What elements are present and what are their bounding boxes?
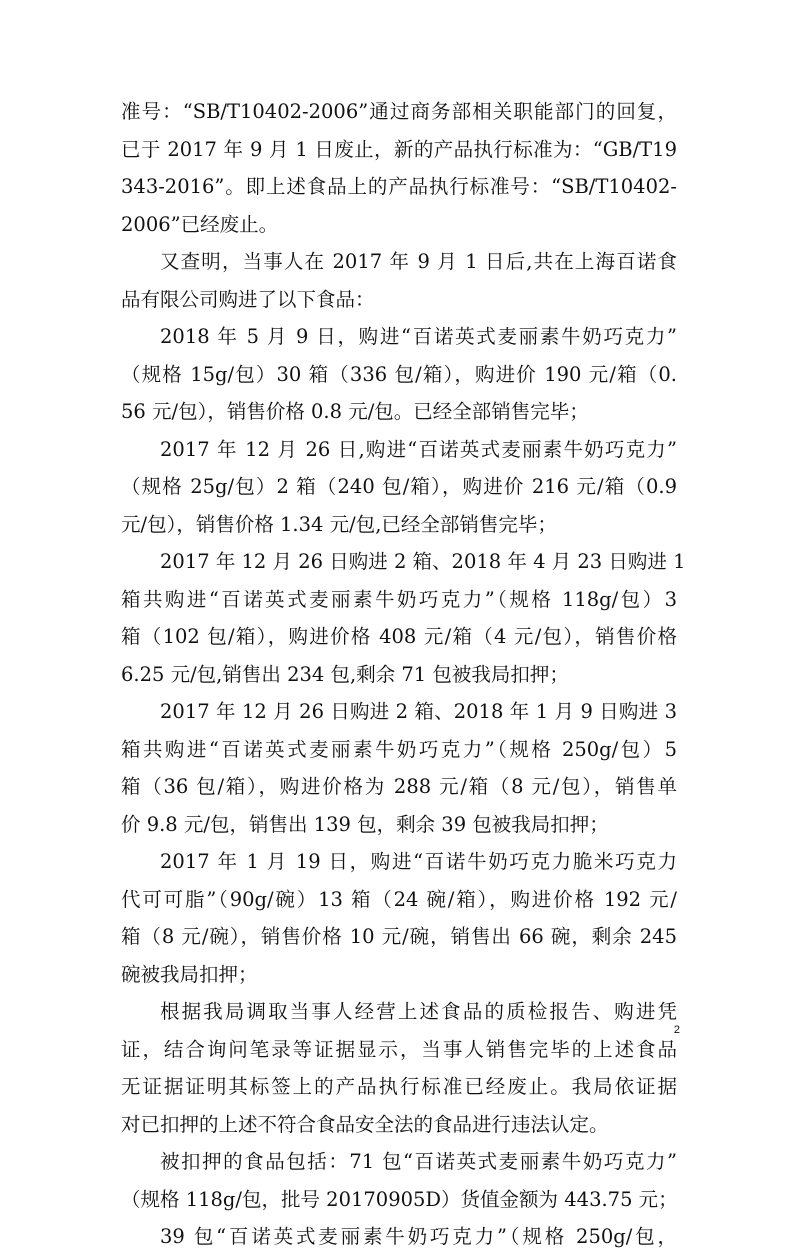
- text-line: 2017 年 12 月 26 日购进 2 箱、2018 年 4 月 23 日购进 1: [160, 550, 686, 573]
- text-line: 碗被我局扣押；: [121, 962, 258, 986]
- text-line: 对已扣押的上述不符合食品安全法的食品进行违法认定。: [121, 1112, 609, 1136]
- text-line: 又查明，当事人在 2017 年 9 月 1 日后,共在上海百诺食: [160, 250, 677, 273]
- text-line: 56 元/包），销售价格 0.8 元/包。已经全部销售完毕；: [121, 400, 589, 423]
- text-line: 无证据证明其标签上的产品执行标准已经废止。我局依证据: [121, 1075, 677, 1098]
- text-line: 6.25 元/包,销售出 234 包,剩余 71 包被我局扣押；: [121, 662, 569, 686]
- text-line: 2017 年 12 月 26 日,购进“百诺英式麦丽素牛奶巧克力”: [160, 437, 677, 461]
- page-number: 2: [673, 1024, 680, 1036]
- text-line: 准号：“SB/T10402-2006”通过商务部相关职能部门的回复，: [121, 100, 677, 123]
- text-line: 343-2016”。即上述食品上的产品执行标准号：“SB/T10402-: [121, 175, 677, 198]
- text-line: 2017 年 1 月 19 日，购进“百诺牛奶巧克力脆米巧克力: [160, 850, 677, 873]
- text-line: 箱（102 包/箱），购进价格 408 元/箱（4 元/包），销售价格: [121, 625, 677, 648]
- text-line: 箱（36 包/箱），购进价格为 288 元/箱（8 元/包），销售单: [121, 775, 677, 798]
- text-line: 根据我局调取当事人经营上述食品的质检报告、购进凭: [160, 1000, 677, 1023]
- text-line: 箱共购进“百诺英式麦丽素牛奶巧克力”（规格 250g/包）5: [121, 737, 677, 761]
- text-line: 价 9.8 元/包，销售出 139 包，剩余 39 包被我局扣押；: [121, 812, 609, 836]
- text-line: 元/包），销售价格 1.34 元/包,已经全部销售完毕；: [121, 512, 557, 536]
- text-line: 39 包“百诺英式麦丽素牛奶巧克力”（规格 250g/包，: [160, 1225, 677, 1248]
- text-line: 箱共购进“百诺英式麦丽素牛奶巧克力”（规格 118g/包）3: [121, 587, 677, 611]
- text-line: 证，结合询问笔录等证据显示，当事人销售完毕的上述食品: [121, 1037, 677, 1061]
- text-line: （规格 25g/包）2 箱（240 包/箱），购进价 216 元/箱（0.9: [121, 475, 677, 498]
- text-line: 2006”已经废止。: [121, 212, 279, 236]
- text-line: 2018 年 5 月 9 日，购进“百诺英式麦丽素牛奶巧克力”: [160, 325, 677, 348]
- text-line: 2017 年 12 月 26 日购进 2 箱、2018 年 1 月 9 日购进 3: [160, 700, 677, 723]
- text-line: 品有限公司购进了以下食品：: [121, 287, 375, 311]
- text-line: （规格 15g/包）30 箱（336 包/箱），购进价 190 元/箱（0.: [121, 362, 677, 386]
- text-line: 箱（8 元/碗），销售价格 10 元/碗，销售出 66 碗，剩余 245: [121, 925, 677, 948]
- body-text: [121, 93, 686, 1256]
- text-line: 被扣押的食品包括：71 包“百诺英式麦丽素牛奶巧克力”: [160, 1150, 677, 1173]
- text-line: 已于 2017 年 9 月 1 日废止，新的产品执行标准为：“GB/T19: [121, 137, 677, 161]
- text-line: （规格 118g/包，批号 20170905D）货值金额为 443.75 元；: [121, 1187, 678, 1211]
- text-line: 代可可脂”（90g/碗）13 箱（24 碗/箱），购进价格 192 元/: [121, 887, 677, 911]
